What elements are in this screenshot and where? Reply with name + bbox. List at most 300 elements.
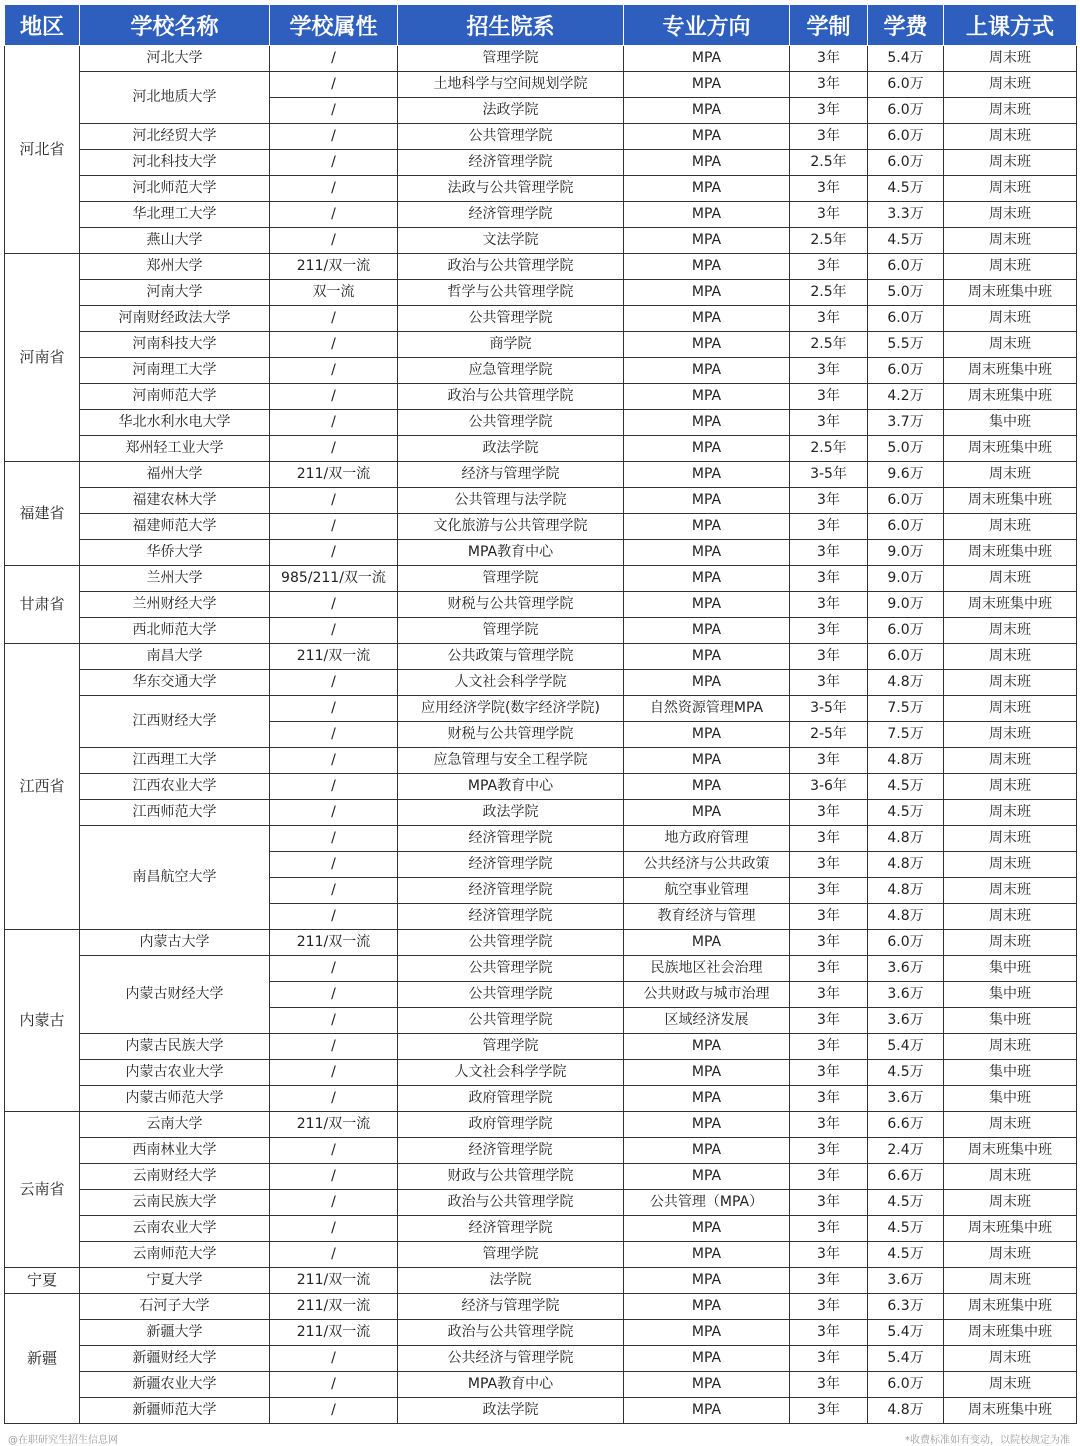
major-direction-cell: 公共财政与城市治理 [624, 982, 790, 1008]
tuition-cell: 4.8万 [868, 748, 944, 774]
table-row [5, 1060, 1077, 1086]
class-mode-cell: 周末班集中班 [944, 280, 1077, 306]
duration-cell: 3年 [790, 1190, 868, 1216]
duration-cell: 3年 [790, 1294, 868, 1320]
duration-cell: 3年 [790, 202, 868, 228]
school-attribute-cell: 985/211/双一流 [270, 566, 398, 592]
department-cell: MPA教育中心 [398, 774, 624, 800]
table-row [5, 800, 1077, 826]
tuition-cell: 6.6万 [868, 1164, 944, 1190]
school-attribute-cell: / [270, 982, 398, 1008]
major-direction-cell: MPA [624, 930, 790, 956]
tuition-cell: 6.0万 [868, 150, 944, 176]
header-tuition: 学费 [868, 5, 944, 46]
school-name-cell: 河北大学 [80, 46, 270, 72]
class-mode-cell: 集中班 [944, 410, 1077, 436]
tuition-cell: 6.0万 [868, 124, 944, 150]
region-cell: 内蒙古 [5, 930, 80, 1112]
school-name-cell: 内蒙古民族大学 [80, 1034, 270, 1060]
table-row [5, 1216, 1077, 1242]
class-mode-cell: 周末班集中班 [944, 1138, 1077, 1164]
table-row [5, 826, 1077, 852]
school-name-cell: 河南理工大学 [80, 358, 270, 384]
class-mode-cell: 周末班 [944, 1346, 1077, 1372]
school-name-cell: 南昌航空大学 [80, 826, 270, 930]
school-name-cell: 河南科技大学 [80, 332, 270, 358]
tuition-cell: 4.8万 [868, 826, 944, 852]
school-attribute-cell: / [270, 774, 398, 800]
major-direction-cell: MPA [624, 254, 790, 280]
department-cell: 管理学院 [398, 618, 624, 644]
tuition-cell: 4.5万 [868, 228, 944, 254]
header-duration: 学制 [790, 5, 868, 46]
department-cell: 人文社会科学学院 [398, 1060, 624, 1086]
duration-cell: 3-5年 [790, 696, 868, 722]
region-cell: 江西省 [5, 644, 80, 930]
table-row [5, 774, 1077, 800]
school-attribute-cell: 211/双一流 [270, 254, 398, 280]
class-mode-cell: 周末班集中班 [944, 488, 1077, 514]
tuition-cell: 4.8万 [868, 904, 944, 930]
class-mode-cell: 周末班 [944, 1268, 1077, 1294]
school-name-cell: 内蒙古师范大学 [80, 1086, 270, 1112]
region-cell: 福建省 [5, 462, 80, 566]
tuition-cell: 4.5万 [868, 1060, 944, 1086]
table-row [5, 1086, 1077, 1112]
major-direction-cell: MPA [624, 800, 790, 826]
class-mode-cell: 周末班集中班 [944, 436, 1077, 462]
region-cell: 河南省 [5, 254, 80, 462]
school-attribute-cell: / [270, 696, 398, 722]
duration-cell: 2-5年 [790, 722, 868, 748]
school-name-cell: 河南师范大学 [80, 384, 270, 410]
tuition-cell: 9.0万 [868, 592, 944, 618]
tuition-cell: 6.0万 [868, 644, 944, 670]
school-name-cell: 华侨大学 [80, 540, 270, 566]
duration-cell: 3年 [790, 982, 868, 1008]
tuition-cell: 6.0万 [868, 1372, 944, 1398]
header-class-mode: 上课方式 [944, 5, 1077, 46]
school-attribute-cell: / [270, 904, 398, 930]
tuition-cell: 6.0万 [868, 514, 944, 540]
class-mode-cell: 周末班 [944, 670, 1077, 696]
school-name-cell: 福建农林大学 [80, 488, 270, 514]
table-row [5, 280, 1077, 306]
duration-cell: 2.5年 [790, 280, 868, 306]
table-row [5, 332, 1077, 358]
class-mode-cell: 周末班 [944, 332, 1077, 358]
school-name-cell: 福州大学 [80, 462, 270, 488]
school-attribute-cell: 211/双一流 [270, 930, 398, 956]
school-attribute-cell: / [270, 670, 398, 696]
school-attribute-cell: / [270, 202, 398, 228]
class-mode-cell: 集中班 [944, 982, 1077, 1008]
major-direction-cell: MPA [624, 1060, 790, 1086]
major-direction-cell: MPA [624, 150, 790, 176]
tuition-cell: 6.3万 [868, 1294, 944, 1320]
tuition-cell: 4.8万 [868, 852, 944, 878]
class-mode-cell: 周末班 [944, 124, 1077, 150]
school-attribute-cell: 211/双一流 [270, 1294, 398, 1320]
school-attribute-cell: / [270, 98, 398, 124]
school-name-cell: 内蒙古大学 [80, 930, 270, 956]
table-row [5, 540, 1077, 566]
department-cell: 土地科学与空间规划学院 [398, 72, 624, 98]
department-cell: 公共政策与管理学院 [398, 644, 624, 670]
class-mode-cell: 周末班 [944, 748, 1077, 774]
major-direction-cell: 公共管理（MPA） [624, 1190, 790, 1216]
major-direction-cell: MPA [624, 1164, 790, 1190]
class-mode-cell: 周末班 [944, 1242, 1077, 1268]
tuition-cell: 6.0万 [868, 254, 944, 280]
school-name-cell: 江西财经大学 [80, 696, 270, 748]
class-mode-cell: 周末班 [944, 774, 1077, 800]
school-name-cell: 河南大学 [80, 280, 270, 306]
duration-cell: 3年 [790, 1164, 868, 1190]
department-cell: 政法学院 [398, 436, 624, 462]
class-mode-cell: 周末班集中班 [944, 384, 1077, 410]
duration-cell: 3年 [790, 1346, 868, 1372]
school-attribute-cell: 211/双一流 [270, 1320, 398, 1346]
school-attribute-cell: / [270, 878, 398, 904]
table-row [5, 72, 1077, 98]
school-name-cell: 河北地质大学 [80, 72, 270, 124]
major-direction-cell: MPA [624, 228, 790, 254]
department-cell: 公共管理学院 [398, 1008, 624, 1034]
table-row [5, 930, 1077, 956]
table-row [5, 1320, 1077, 1346]
school-attribute-cell: / [270, 618, 398, 644]
duration-cell: 3年 [790, 566, 868, 592]
school-attribute-cell: / [270, 358, 398, 384]
class-mode-cell: 周末班 [944, 306, 1077, 332]
school-attribute-cell: / [270, 1060, 398, 1086]
major-direction-cell: MPA [624, 1346, 790, 1372]
major-direction-cell: MPA [624, 410, 790, 436]
class-mode-cell: 周末班 [944, 254, 1077, 280]
class-mode-cell: 周末班 [944, 228, 1077, 254]
tuition-cell: 9.0万 [868, 540, 944, 566]
department-cell: 管理学院 [398, 1242, 624, 1268]
duration-cell: 3年 [790, 98, 868, 124]
school-name-cell: 江西理工大学 [80, 748, 270, 774]
duration-cell: 3年 [790, 852, 868, 878]
class-mode-cell: 周末班 [944, 150, 1077, 176]
table-row [5, 254, 1077, 280]
major-direction-cell: MPA [624, 1112, 790, 1138]
school-name-cell: 河北师范大学 [80, 176, 270, 202]
department-cell: 商学院 [398, 332, 624, 358]
major-direction-cell: 自然资源管理MPA [624, 696, 790, 722]
duration-cell: 3年 [790, 1060, 868, 1086]
tuition-cell: 5.4万 [868, 46, 944, 72]
class-mode-cell: 周末班 [944, 618, 1077, 644]
region-cell: 宁夏 [5, 1268, 80, 1294]
class-mode-cell: 周末班 [944, 46, 1077, 72]
school-name-cell: 郑州轻工业大学 [80, 436, 270, 462]
school-name-cell: 河北经贸大学 [80, 124, 270, 150]
department-cell: MPA教育中心 [398, 540, 624, 566]
department-cell: 经济与管理学院 [398, 1294, 624, 1320]
region-cell: 云南省 [5, 1112, 80, 1268]
major-direction-cell: MPA [624, 1034, 790, 1060]
class-mode-cell: 周末班集中班 [944, 1216, 1077, 1242]
table-row [5, 228, 1077, 254]
department-cell: 文法学院 [398, 228, 624, 254]
department-cell: 经济管理学院 [398, 904, 624, 930]
duration-cell: 3年 [790, 410, 868, 436]
table-row [5, 384, 1077, 410]
school-name-cell: 云南民族大学 [80, 1190, 270, 1216]
school-attribute-cell: 211/双一流 [270, 1268, 398, 1294]
duration-cell: 3年 [790, 904, 868, 930]
tuition-cell: 5.0万 [868, 280, 944, 306]
duration-cell: 3-5年 [790, 462, 868, 488]
school-attribute-cell: / [270, 514, 398, 540]
region-cell: 新疆 [5, 1294, 80, 1424]
major-direction-cell: MPA [624, 1294, 790, 1320]
school-attribute-cell: / [270, 1138, 398, 1164]
table-row [5, 618, 1077, 644]
class-mode-cell: 周末班 [944, 98, 1077, 124]
tuition-cell: 3.3万 [868, 202, 944, 228]
duration-cell: 3年 [790, 1268, 868, 1294]
major-direction-cell: MPA [624, 592, 790, 618]
school-name-cell: 江西农业大学 [80, 774, 270, 800]
major-direction-cell: MPA [624, 1216, 790, 1242]
tuition-cell: 4.5万 [868, 1242, 944, 1268]
major-direction-cell: MPA [624, 462, 790, 488]
school-name-cell: 西北师范大学 [80, 618, 270, 644]
department-cell: 应急管理与安全工程学院 [398, 748, 624, 774]
department-cell: 经济管理学院 [398, 1138, 624, 1164]
school-name-cell: 华北理工大学 [80, 202, 270, 228]
tuition-cell: 7.5万 [868, 696, 944, 722]
table-row [5, 306, 1077, 332]
school-attribute-cell: / [270, 592, 398, 618]
major-direction-cell: MPA [624, 280, 790, 306]
school-name-cell: 江西师范大学 [80, 800, 270, 826]
tuition-cell: 3.7万 [868, 410, 944, 436]
school-name-cell: 兰州财经大学 [80, 592, 270, 618]
table-row [5, 462, 1077, 488]
tuition-cell: 6.0万 [868, 488, 944, 514]
table-row [5, 150, 1077, 176]
duration-cell: 3年 [790, 1320, 868, 1346]
school-name-cell: 新疆大学 [80, 1320, 270, 1346]
school-attribute-cell: / [270, 1086, 398, 1112]
major-direction-cell: MPA [624, 722, 790, 748]
duration-cell: 3年 [790, 1086, 868, 1112]
department-cell: 政府管理学院 [398, 1112, 624, 1138]
tuition-cell: 4.5万 [868, 1216, 944, 1242]
department-cell: 应急管理学院 [398, 358, 624, 384]
duration-cell: 3年 [790, 1112, 868, 1138]
table-row [5, 592, 1077, 618]
school-name-cell: 宁夏大学 [80, 1268, 270, 1294]
department-cell: 经济管理学院 [398, 1216, 624, 1242]
major-direction-cell: MPA [624, 1320, 790, 1346]
table-row [5, 644, 1077, 670]
table-row [5, 1346, 1077, 1372]
department-cell: 公共管理学院 [398, 982, 624, 1008]
major-direction-cell: MPA [624, 98, 790, 124]
duration-cell: 3-6年 [790, 774, 868, 800]
major-direction-cell: MPA [624, 644, 790, 670]
department-cell: 法政与公共管理学院 [398, 176, 624, 202]
table-body [5, 46, 1077, 1424]
table-row [5, 1164, 1077, 1190]
major-direction-cell: 教育经济与管理 [624, 904, 790, 930]
table-row [5, 1242, 1077, 1268]
school-name-cell: 云南农业大学 [80, 1216, 270, 1242]
mpa-school-table-container [4, 4, 1076, 1446]
class-mode-cell: 周末班 [944, 462, 1077, 488]
school-name-cell: 新疆师范大学 [80, 1398, 270, 1424]
duration-cell: 3年 [790, 1138, 868, 1164]
class-mode-cell: 周末班 [944, 566, 1077, 592]
department-cell: 法学院 [398, 1268, 624, 1294]
major-direction-cell: 民族地区社会治理 [624, 956, 790, 982]
header-school-name: 学校名称 [80, 5, 270, 46]
table-row [5, 358, 1077, 384]
class-mode-cell: 周末班 [944, 72, 1077, 98]
school-name-cell: 郑州大学 [80, 254, 270, 280]
department-cell: 经济管理学院 [398, 202, 624, 228]
school-attribute-cell: / [270, 1008, 398, 1034]
table-row [5, 436, 1077, 462]
tuition-cell: 6.0万 [868, 72, 944, 98]
major-direction-cell: MPA [624, 176, 790, 202]
major-direction-cell: MPA [624, 488, 790, 514]
major-direction-cell: MPA [624, 748, 790, 774]
class-mode-cell: 周末班 [944, 696, 1077, 722]
department-cell: 财税与公共管理学院 [398, 592, 624, 618]
school-attribute-cell: / [270, 956, 398, 982]
department-cell: 经济管理学院 [398, 878, 624, 904]
class-mode-cell: 集中班 [944, 1086, 1077, 1112]
tuition-cell: 6.0万 [868, 930, 944, 956]
major-direction-cell: MPA [624, 46, 790, 72]
school-attribute-cell: / [270, 1398, 398, 1424]
tuition-cell: 5.5万 [868, 332, 944, 358]
school-name-cell: 河南财经政法大学 [80, 306, 270, 332]
major-direction-cell: MPA [624, 618, 790, 644]
table-row [5, 670, 1077, 696]
tuition-cell: 3.6万 [868, 1268, 944, 1294]
tuition-cell: 6.0万 [868, 98, 944, 124]
school-name-cell: 河北科技大学 [80, 150, 270, 176]
region-cell: 甘肃省 [5, 566, 80, 644]
class-mode-cell: 集中班 [944, 956, 1077, 982]
school-name-cell: 新疆农业大学 [80, 1372, 270, 1398]
table-row [5, 1138, 1077, 1164]
school-attribute-cell: / [270, 800, 398, 826]
tuition-cell: 5.4万 [868, 1346, 944, 1372]
class-mode-cell: 周末班集中班 [944, 1320, 1077, 1346]
school-attribute-cell: / [270, 1034, 398, 1060]
major-direction-cell: MPA [624, 774, 790, 800]
class-mode-cell: 集中班 [944, 1008, 1077, 1034]
class-mode-cell: 周末班 [944, 514, 1077, 540]
department-cell: 文化旅游与公共管理学院 [398, 514, 624, 540]
major-direction-cell: MPA [624, 1242, 790, 1268]
class-mode-cell: 周末班 [944, 202, 1077, 228]
class-mode-cell: 周末班 [944, 176, 1077, 202]
duration-cell: 3年 [790, 514, 868, 540]
class-mode-cell: 周末班集中班 [944, 540, 1077, 566]
class-mode-cell: 周末班 [944, 1164, 1077, 1190]
department-cell: 应用经济学院(数字经济学院) [398, 696, 624, 722]
class-mode-cell: 周末班 [944, 930, 1077, 956]
school-attribute-cell: / [270, 436, 398, 462]
tuition-cell: 9.0万 [868, 566, 944, 592]
tuition-cell: 3.6万 [868, 956, 944, 982]
duration-cell: 3年 [790, 488, 868, 514]
major-direction-cell: MPA [624, 202, 790, 228]
duration-cell: 3年 [790, 878, 868, 904]
department-cell: 管理学院 [398, 46, 624, 72]
school-name-cell: 云南大学 [80, 1112, 270, 1138]
school-name-cell: 华北水利水电大学 [80, 410, 270, 436]
major-direction-cell: MPA [624, 1138, 790, 1164]
department-cell: 经济管理学院 [398, 826, 624, 852]
tuition-cell: 6.0万 [868, 306, 944, 332]
department-cell: 政府管理学院 [398, 1086, 624, 1112]
major-direction-cell: MPA [624, 384, 790, 410]
table-row [5, 488, 1077, 514]
duration-cell: 2.5年 [790, 150, 868, 176]
school-attribute-cell: / [270, 332, 398, 358]
school-name-cell: 内蒙古财经大学 [80, 956, 270, 1034]
duration-cell: 3年 [790, 176, 868, 202]
table-row [5, 410, 1077, 436]
table-row [5, 956, 1077, 982]
department-cell: 人文社会科学学院 [398, 670, 624, 696]
department-cell: 哲学与公共管理学院 [398, 280, 624, 306]
school-name-cell: 福建师范大学 [80, 514, 270, 540]
class-mode-cell: 周末班集中班 [944, 1294, 1077, 1320]
class-mode-cell: 周末班集中班 [944, 592, 1077, 618]
duration-cell: 3年 [790, 124, 868, 150]
major-direction-cell: MPA [624, 540, 790, 566]
major-direction-cell: MPA [624, 514, 790, 540]
footer-fee-note: *收费标准如有变动，以院校规定为准 [905, 1435, 1070, 1446]
school-attribute-cell: / [270, 228, 398, 254]
tuition-cell: 4.8万 [868, 878, 944, 904]
table-row [5, 46, 1077, 72]
school-attribute-cell: / [270, 1164, 398, 1190]
tuition-cell: 5.4万 [868, 1034, 944, 1060]
major-direction-cell: MPA [624, 566, 790, 592]
department-cell: 公共管理学院 [398, 930, 624, 956]
table-row [5, 696, 1077, 722]
table-row [5, 1190, 1077, 1216]
region-cell: 河北省 [5, 46, 80, 254]
department-cell: 政法学院 [398, 1398, 624, 1424]
school-name-cell: 华东交通大学 [80, 670, 270, 696]
department-cell: 公共管理学院 [398, 410, 624, 436]
header-school-attribute: 学校属性 [270, 5, 398, 46]
school-attribute-cell: / [270, 826, 398, 852]
school-attribute-cell: / [270, 1242, 398, 1268]
header-department: 招生院系 [398, 5, 624, 46]
tuition-cell: 4.5万 [868, 800, 944, 826]
major-direction-cell: MPA [624, 436, 790, 462]
department-cell: 公共管理学院 [398, 124, 624, 150]
class-mode-cell: 周末班 [944, 878, 1077, 904]
school-attribute-cell: / [270, 150, 398, 176]
